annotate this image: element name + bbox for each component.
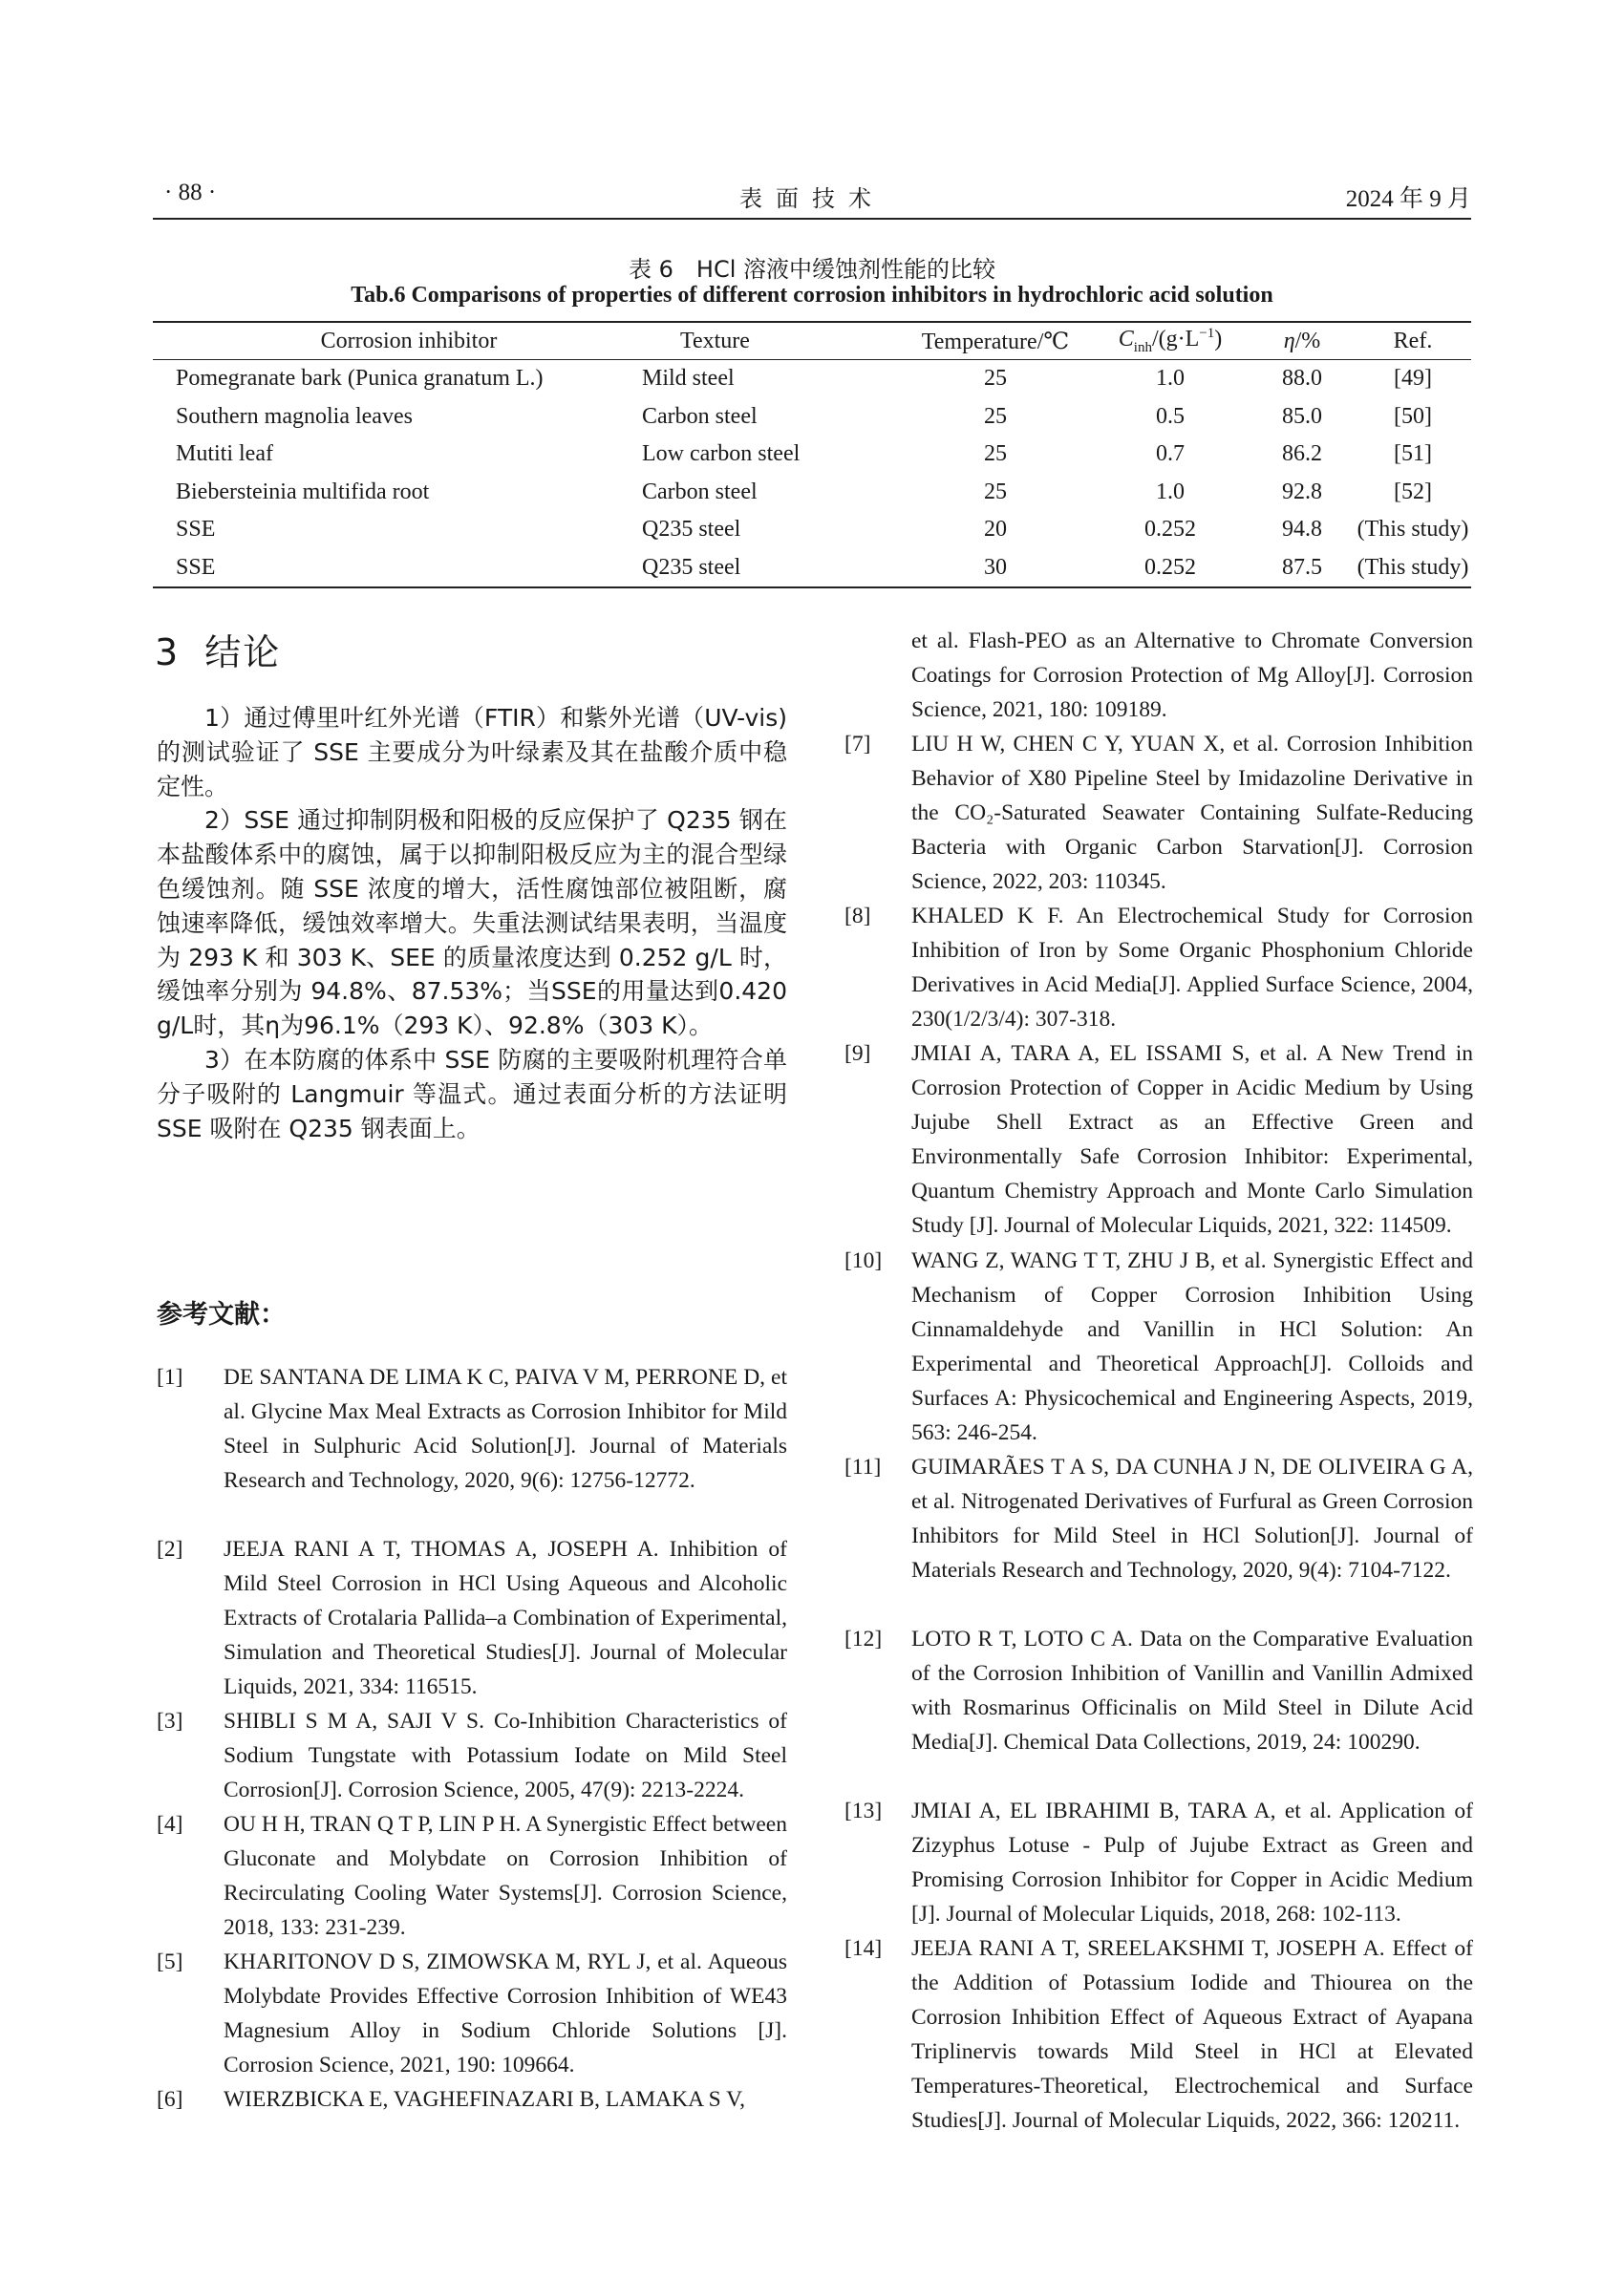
cell-temperature: 25 (984, 441, 1007, 467)
cell-texture: Low carbon steel (642, 441, 801, 467)
reference-item (844, 1037, 1473, 1243)
reference-item (844, 1932, 1473, 2138)
reference-text: KHARITONOV D S, ZIMOWSKA M, RYL J, et al. Aqueous Molybdate Provides Effective Corrosion Inhibition of WE43 Magnesium Alloy in Sodium Chloride Solutions [J]. Corrosion Science, 2021, 190: 109664. (224, 1950, 787, 2078)
reference-item (844, 900, 1473, 1037)
cell-inhibitor: Southern magnolia leaves (176, 403, 413, 429)
cell-ref: (This study) (1357, 517, 1469, 543)
comparison-table (153, 321, 1471, 588)
reference-text: WIERZBICKA E, VAGHEFINAZARI B, LAMAKA S V, (224, 2087, 745, 2112)
reference-text: LIU H W, CHEN C Y, YUAN X, et al. Corrosion Inhibition Behavior of X80 Pipeline Steel by Imidazoline Derivative in the CO₂-Saturated Seawater Containing Sulfate-Reducing Bacteria with Organic Carbon Starvation[J]. Corrosion Science, 2022, 203: 110345. (911, 732, 1473, 894)
cell-temperature: 25 (984, 403, 1007, 429)
reference-text: OU H H, TRAN Q T P, LIN P H. A Synergistic Effect between Gluconate and Molybdate on Corrosion Inhibition of Recirculating Cooling Water Systems[J]. Corrosion Science, 2018, 133: 231-239. (224, 1812, 787, 1940)
header-concentration: $C_{inh}/(g\cdot L^{-1})$ (1091, 322, 1250, 360)
cell-ref: [49] (1394, 366, 1432, 392)
cell-inhibitor: SSE (176, 554, 216, 580)
journal-name: 表面技术 (739, 185, 885, 212)
table-row (153, 398, 1471, 437)
reference-label: [8] (844, 904, 871, 928)
reference-item (157, 1705, 787, 1808)
reference-item (844, 1245, 1473, 1450)
cell-inhibitor: Mutiti leaf (176, 441, 273, 467)
conclusion-body (157, 701, 787, 1145)
reference-item (844, 1795, 1473, 1932)
cell-ref: [52] (1394, 479, 1432, 504)
cell-concentration: 0.252 (1144, 554, 1196, 580)
cell-texture: Carbon steel (642, 403, 758, 429)
header-ref: Ref. (1355, 322, 1471, 360)
reference-text: JEEJA RANI A T, THOMAS A, JOSEPH A. Inhibition of Mild Steel Corrosion in HCl Using Aqueous and Alcoholic Extracts of Crotalaria Pallida–a Combination of Experimental, Simulation and Theoretical Studies[J]. Journal of Molecular Liquids, 2021, 334: 116515. (224, 1537, 787, 1699)
reference-label: [14] (844, 1936, 883, 1961)
section-heading (155, 623, 281, 675)
conclusion-paragraph: 2）SSE 通过抑制阴极和阳极的反应保护了 Q235 钢在本盐酸体系中的腐蚀，属于以抑制阳极反应为主的混合型绿色缓蚀剂。随 SSE 浓度的增大，活性腐蚀部位被阻断，腐蚀速率降低，缓蚀效率增大。失重法测试结果表明，当温度为 293 K 和 303 K、SEE 的质量浓度达到 0.252 g/L 时，缓蚀率分别为 94.8%、87.53%；当SSE的用量达到0.420 g/L时，其η为96.1%（293 K）、92.8%（303 K）。 (157, 806, 787, 1040)
cell-inhibitor: SSE (176, 517, 216, 543)
table-row (153, 511, 1471, 549)
cell-efficiency: 88.0 (1282, 366, 1322, 392)
header-temperature: Temperature/℃ (900, 322, 1091, 360)
conclusion-paragraph: 3）在本防腐的体系中 SSE 防腐的主要吸附机理符合单分子吸附的 Langmuir 等温式。通过表面分析的方法证明 SSE 吸附在 Q235 钢表面上。 (157, 1045, 787, 1142)
reference-item (844, 1623, 1473, 1760)
reference-item (157, 1808, 787, 1946)
reference-text: GUIMARÃES T A S, DA CUNHA J N, DE OLIVEIRA G A, et al. Nitrogenated Derivatives of Furfural as Green Corrosion Inhibitors for Mild Steel in HCl Solution[J]. Journal of Materials Research and Technology, 2020, 9(4): 7104-7122. (911, 1455, 1473, 1583)
cell-ref: (This study) (1357, 554, 1469, 580)
cell-texture: Q235 steel (642, 517, 741, 543)
cell-concentration: 1.0 (1156, 366, 1185, 392)
cell-efficiency: 87.5 (1282, 554, 1322, 580)
header-efficiency: η/% (1250, 322, 1355, 360)
table-row (153, 436, 1471, 474)
references-title: 参考文献： (157, 1300, 286, 1330)
reference-label: [3] (157, 1709, 183, 1734)
reference-label: [1] (157, 1365, 183, 1390)
conclusion-paragraph: 1）通过傅里叶红外光谱（FTIR）和紫外光谱（UV-vis)的测试验证了 SSE 主要成分为叶绿素及其在盐酸介质中稳定性。 (157, 704, 787, 800)
table-caption-en: Tab.6 Comparisons of properties of different corrosion inhibitors in hydrochloric acid solution (351, 283, 1273, 308)
header-texture: Texture (642, 322, 900, 360)
cell-concentration: 1.0 (1156, 479, 1185, 504)
table-row (153, 549, 1471, 588)
reference-text: et al. Flash-PEO as an Alternative to Chromate Conversion Coatings for Corrosion Protection of Mg Alloy[J]. Corrosion Science, 2021, 180: 109189. (911, 629, 1473, 722)
cell-ref: [50] (1394, 403, 1432, 429)
page-number: · 88 · (164, 180, 217, 205)
cell-inhibitor: Biebersteinia multifida root (176, 479, 430, 504)
reference-item (157, 1533, 787, 1705)
cell-temperature: 30 (984, 554, 1007, 580)
reference-label: [7] (844, 732, 871, 756)
reference-text: DE SANTANA DE LIMA K C, PAIVA V M, PERRONE D, et al. Glycine Max Meal Extracts as Corrosion Inhibitor for Mild Steel in Sulphuric Acid Solution[J]. Journal of Materials Research and Technology, 2020, 9(6): 12756-12772. (224, 1365, 787, 1493)
reference-text: SHIBLI S M A, SAJI V S. Co-Inhibition Characteristics of Sodium Tungstate with Potassium Iodate on Mild Steel Corrosion[J]. Corrosion Science, 2005, 47(9): 2213-2224. (224, 1709, 787, 1802)
reference-text: JEEJA RANI A T, SREELAKSHMI T, JOSEPH A. Effect of the Addition of Potassium Iodide and Thiourea on the Corrosion Inhibition Effect of Aqueous Extract of Ayapana Triplinervis towards Mild Steel in HCl at Elevated Temperatures-Theoretical, Electrochemical and Surface Studies[J]. Journal of Molecular Liquids, 2022, 366: 120211. (911, 1936, 1473, 2133)
reference-item (844, 1451, 1473, 1588)
cell-concentration: 0.7 (1156, 441, 1185, 467)
reference-item-continued (844, 625, 1473, 728)
reference-label: [6] (157, 2087, 183, 2112)
reference-label: [10] (844, 1248, 883, 1273)
reference-label: [13] (844, 1799, 883, 1823)
table-row (153, 474, 1471, 512)
reference-text: KHALED K F. An Electrochemical Study for Corrosion Inhibition of Iron by Some Organic Phosphonium Chloride Derivatives in Acid Media[J]. Applied Surface Science, 2004, 230(1/2/3/4): 307-318. (911, 904, 1473, 1032)
reference-label: [12] (844, 1627, 883, 1651)
running-header (153, 180, 1471, 220)
cell-inhibitor: Pomegranate bark (Punica granatum L.) (176, 366, 544, 392)
cell-efficiency: 85.0 (1282, 403, 1322, 429)
issue-date: 2024 年 9 月 (1345, 186, 1471, 212)
cell-concentration: 0.252 (1144, 517, 1196, 543)
cell-efficiency: 92.8 (1282, 479, 1322, 504)
cell-temperature: 25 (984, 366, 1007, 392)
reference-item (844, 728, 1473, 900)
cell-efficiency: 86.2 (1282, 441, 1322, 467)
cell-temperature: 25 (984, 479, 1007, 504)
reference-text: WANG Z, WANG T T, ZHU J B, et al. Synergistic Effect and Mechanism of Copper Corrosion Inhibition Using Cinnamaldehyde and Vanillin in HCl Solution: An Experimental and Theoretical Approach[J]. Colloids and Surfaces A: Physicochemical and Engineering Aspects, 2019, 563: 246-254. (911, 1248, 1473, 1445)
reference-label: [9] (844, 1041, 871, 1066)
table-header-row (153, 322, 1471, 360)
table-caption-zh: 表 6 HCl 溶液中缓蚀剂性能的比较 (629, 256, 995, 283)
reference-text: LOTO R T, LOTO C A. Data on the Comparative Evaluation of the Corrosion Inhibition of Vanillin and Vanillin Admixed with Rosmarinus Officinalis on Mild Steel in Dilute Acid Media[J]. Chemical Data Collections, 2019, 24: 100290. (911, 1627, 1473, 1755)
reference-label: [5] (157, 1950, 183, 1974)
table-row (153, 360, 1471, 398)
reference-item (157, 1946, 787, 2083)
section-number: 3 (155, 631, 181, 673)
cell-texture: Carbon steel (642, 479, 758, 504)
header-corrosion-inhibitor: Corrosion inhibitor (153, 322, 642, 360)
reference-label: [11] (844, 1455, 882, 1480)
section-title: 结论 (204, 631, 282, 673)
reference-item (157, 2083, 787, 2118)
reference-label: [4] (157, 1812, 183, 1837)
cell-texture: Q235 steel (642, 554, 741, 580)
reference-label: [2] (157, 1537, 183, 1562)
reference-text: JMIAI A, TARA A, EL ISSAMI S, et al. A New Trend in Corrosion Protection of Copper in Acidic Medium by Using Jujube Shell Extract as an Effective Green and Environmentally Safe Corrosion Inhibitor: Experimental, Quantum Chemistry Approach and Monte Carlo Simulation Study [J]. Journal of Molecular Liquids, 2021, 322: 114509. (911, 1041, 1473, 1238)
cell-texture: Mild steel (642, 366, 735, 392)
cell-concentration: 0.5 (1156, 403, 1185, 429)
cell-ref: [51] (1394, 441, 1432, 467)
cell-efficiency: 94.8 (1282, 517, 1322, 543)
reference-item (157, 1361, 787, 1499)
cell-temperature: 20 (984, 517, 1007, 543)
reference-text: JMIAI A, EL IBRAHIMI B, TARA A, et al. Application of Zizyphus Lotuse - Pulp of Jujube Extract as Green and Promising Corrosion Inhibitor for Copper in Acidic Medium [J]. Journal of Molecular Liquids, 2018, 268: 102-113. (911, 1799, 1473, 1927)
